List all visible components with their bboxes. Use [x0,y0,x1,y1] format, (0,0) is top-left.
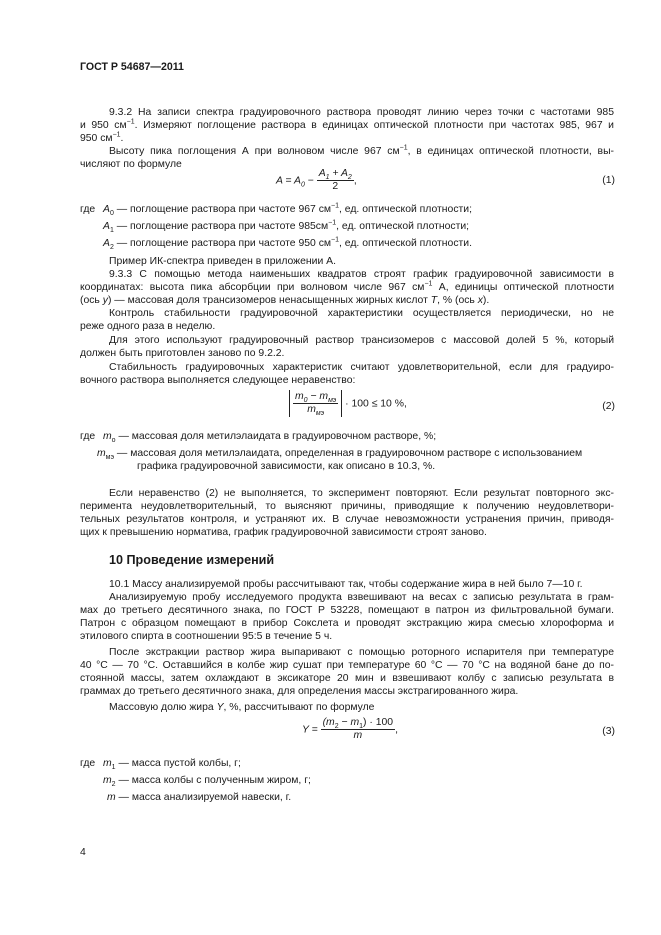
para-control-line2: реже одного раза в неделю. [80,321,216,332]
equation-number-3: (3) [602,726,615,737]
page-number: 4 [80,847,86,858]
formula-2-denominator: $m_{мэ}$ [307,404,325,418]
para-height-line2: числяют по формуле [80,159,182,170]
section-10-heading: 10 Проведение измерений [109,553,275,567]
where3-item-m2: $m_2$ — масса колбы с полученным жиром, г; [103,775,311,789]
para-932-line3: 950 $см^{-1}$. [80,131,124,144]
where3-gde: где [80,758,96,769]
para-solution-line1: Для этого используют градуировочный раствор трансизомеров с массовой долей 5 %, который [109,335,614,346]
para-inequality-line3: тельных результатов контроля, и устраняют их. В случае невозможности устранения причин, приводя- [80,514,614,525]
formula-3: Y = $\frac{(m_2 - m_1) \cdot 100}{m}$ , [302,717,398,741]
example-ir-spectrum: Пример ИК-спектра приведен в приложении А. [109,256,336,267]
para-stability-line1: Стабильность градуировочных характеристик считают удовлетворительной, если для градуиро- [109,362,614,373]
para-933-line1: 9.3.3 С помощью метода наименьших квадратов строят график градуировочной зависимости в [109,269,614,280]
formula-1-fraction [317,168,354,193]
para-933-line3: (ось y) — массовая доля трансизомеров ненасыщенных жирных кислот T, % (ось x). [80,295,490,306]
para-sample-line4: этилового спирта в соотношении 95:5 в течение 5 ч. [80,631,333,642]
para-sample-line1: Анализируемую пробу исследуемого продукта взвешивают на весах с записью результата в грам- [109,592,614,603]
formula-3-numerator: $(m_2 - m_1) \cdot 100$ [322,717,394,731]
formula-2-numerator: $m_0 - m_{мэ}$ [295,391,337,405]
standard-header: ГОСТ Р 54687—2011 [80,61,184,73]
where1-item-a0: $A_0$ — поглощение раствора при частоте 967 $см^{-1}$, ед. оптической плотности; [103,202,472,218]
para-932-line2: и 950 $см^{-1}$. Измеряют поглощение раствора в единицах оптической плотности при частотах 985, 967 и [80,118,614,131]
para-extraction-line3: стоянной массы, затем охлаждают в эксикаторе 20 мин и взвешивают колбу с записью результата в [80,673,614,684]
formula-1: $A = A_0$ − $\frac{A_1 + A_2}{2}$ , [276,168,357,192]
where2-gde: где [80,431,96,442]
para-solution-line2: должен быть приготовлен заново по 9.2.2. [80,348,285,359]
para-height-line1: Высоту пика поглощения А при волновом числе 967 $см^{-1}$, в единицах оптической плотности, вы- [109,144,614,157]
para-extraction-line1: После экстракции раствор жира выпаривают с помощью роторного испарителя при температуре [109,647,614,658]
where1-item-a2: $A_2$ — поглощение раствора при частоте 950 $см^{-1}$, ед. оптической плотности. [103,236,472,252]
formula-3-fraction [321,717,395,742]
formula-1-numerator: $A_1 + A_2$ [318,168,352,182]
para-sample-line2: мах до третьего десятичного знака, по ГОСТ Р 53228, помещают в патрон из фильтровальной бумаги. [80,605,614,616]
para-extraction-line2: 40 °С — 70 °С. Оставшийся в колбе жир сушат при температуре 60 °С — 70 °С на водяной бане до по- [80,660,614,671]
para-inequality-line1: Если неравенство (2) не выполняется, то эксперимент повторяют. Если результат повторного экс- [109,488,614,499]
formula-2-fraction [293,391,338,416]
formula-1-denominator: 2 [332,181,339,192]
where1-gde: где [80,204,96,215]
para-extraction-line4: граммах до третьего десятичного знака, для определения массы экстрагированного жира. [80,686,519,697]
where1-item-a1: $A_1$ — поглощение раствора при частоте $985см^{-1}$, ед. оптической плотности; [103,219,470,235]
where2-item-m0: $m_о$ — массовая доля метилэлаидата в градуировочном растворе, %; [103,431,437,445]
para-control-line1: Контроль стабильности градуировочной характеристики осуществляется периодически, но не [109,308,614,319]
formula-2-absolute-value [289,390,342,417]
formula-2: $\frac{m_0 - m_{мэ}}{m_{мэ}}$ · 100 ≤ 10 %, [289,390,407,417]
para-101-line1: 10.1 Массу анализируемой пробы рассчитывают так, чтобы содержание жира в ней было 7—10 г. [109,579,583,590]
para-932-line1: 9.3.2 На записи спектра градуировочного раствора проводят линию через точки с частотами 985 [109,107,614,118]
formula-3-denominator: m [353,730,363,741]
para-sample-line3: Патрон с образцом помещают в прибор Сокслета и проводят экстракцию жира смесью хлороформа и [80,618,614,629]
para-inequality-line2: перимента неудовлетворительный, то выясняют причины, приводящие к получению неудовлетвори- [80,501,614,512]
para-933-line2: координатах: высота пика абсорбции при волновом числе 967 $см^{-1}$ A, единицы оптической плотности [80,280,614,293]
para-fat-line1: Массовую долю жира Y, %, рассчитывают по формуле [109,702,375,713]
para-stability-line2: вочного раствора выполняется следующее неравенство: [80,375,356,386]
equation-number-2: (2) [602,401,615,412]
where3-item-m1: $m_1$ — масса пустой колбы, г; [103,758,241,772]
where3-item-m: m — масса анализируемой навески, г. [107,792,292,803]
para-inequality-line4: щих к превышению норматива, график градуировочной зависимости строят заново. [80,527,487,538]
where2-item-mme: $m_{мэ}$ — массовая доля метилэлаидата, определенная в градуировочном растворе с использованием [97,448,583,462]
where2-item-mme-cont: графика градуировочной зависимости, как описано в 10.3, %. [137,461,436,472]
equation-number-1: (1) [602,175,615,186]
